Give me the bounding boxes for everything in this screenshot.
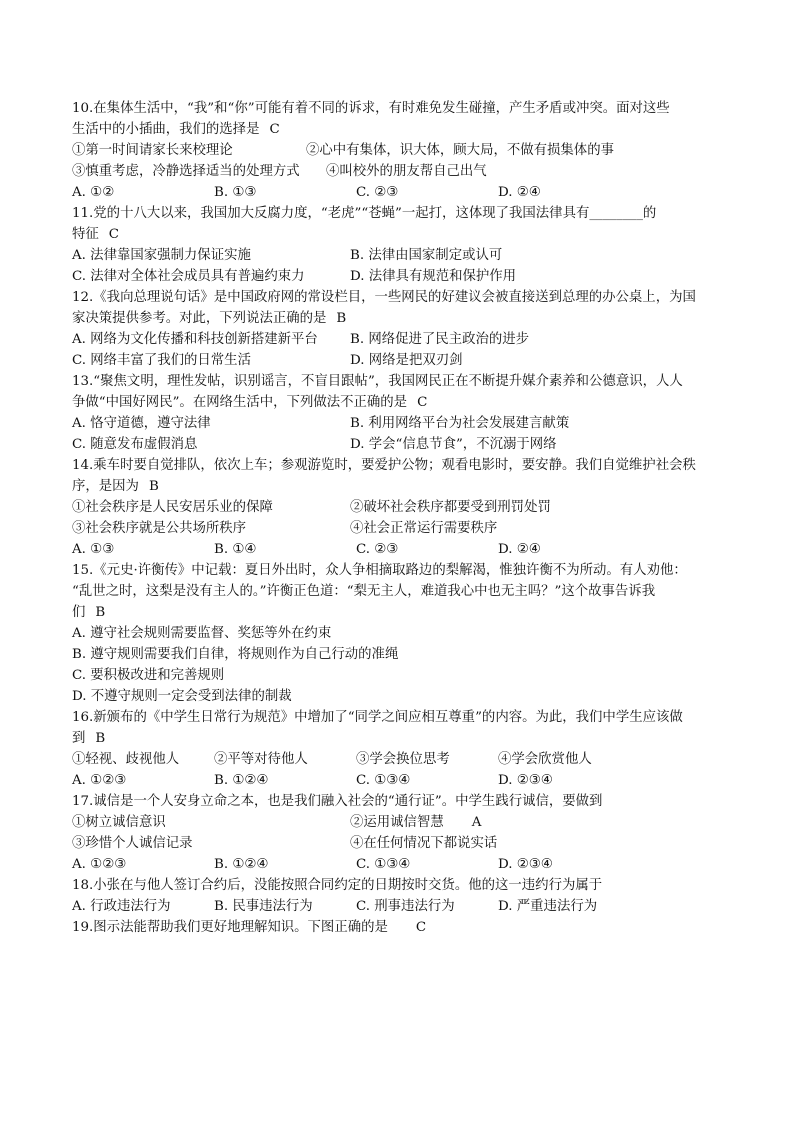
q10-option-d: D. ②④ (498, 185, 541, 200)
q17-statement-4: ④在任何情况下都说实话 (350, 836, 498, 851)
q16-answer: B (95, 731, 106, 746)
q10-stem-line2: 生活中的小插曲，我们的选择是 C (72, 122, 280, 137)
q16-option-c: C. ①③④ (356, 773, 411, 788)
q18-options (72, 896, 724, 917)
q12-answer: B (336, 311, 347, 326)
q12-option-b: B. 网络促进了民主政治的进步 (350, 332, 530, 347)
q14-stem-line1: 14.乘车时要自觉排队，依次上车；参观游览时，要爱护公物；观看电影时，要安静。我们自觉维护社会秩 (72, 458, 696, 473)
q10-option-c: C. ②③ (356, 185, 399, 200)
q15-option-b: B. 遵守规则需要我们自律，将规则作为自己行动的准绳 (72, 647, 399, 662)
q10-option-b: B. ①③ (214, 185, 257, 200)
q10-statements-row1 (72, 140, 724, 161)
q15-answer: B (95, 605, 106, 620)
q14-statement-3: ③社会秩序就是公共场所秩序 (72, 521, 247, 536)
q13-options-row2 (72, 434, 724, 455)
q17-option-a: A. ①②③ (72, 857, 127, 872)
q11-options-row1 (72, 245, 724, 266)
q15-option-d: D. 不遵守规则一定会受到法律的制裁 (72, 689, 292, 704)
q13-option-a: A. 恪守道德，遵守法律 (72, 416, 211, 431)
q10-statement-3: ③慎重考虑，冷静选择适当的处理方式 (72, 164, 300, 179)
q16-statement-4: ④学会欣赏他人 (498, 752, 592, 767)
q11-option-c: C. 法律对全体社会成员具有普遍约束力 (72, 269, 305, 284)
q14-statement-2: ②破坏社会秩序都要受到刑罚处罚 (350, 500, 551, 515)
q10-statement-4: ④叫校外的朋友帮自己出气 (326, 164, 487, 179)
exam-page (72, 98, 724, 938)
q15-stem-line1: 15.《元史·许衡传》中记载：夏日外出时，众人争相摘取路边的梨解渴，惟独许衡不为所动。有人劝他： (72, 563, 687, 578)
q13-option-d: D. 学会“信息节食”，不沉溺于网络 (350, 437, 557, 452)
q16-stem-line1: 16.新颁布的《中学生日常行为规范》中增加了“同学之间应相互尊重”的内容。为此，我们中学生应该做 (72, 710, 683, 725)
q12-stem-line1: 12.《我向总理说句话》是中国政府网的常设栏目，一些网民的好建议会被直接送到总理的办公桌上，为国 (72, 290, 696, 305)
q16-statements (72, 749, 724, 770)
q14-statements-row1 (72, 497, 724, 518)
q11-options-row2 (72, 266, 724, 287)
q18-option-a: A. 行政违法行为 (72, 899, 171, 914)
q10-options (72, 182, 724, 203)
q12-options-row2 (72, 350, 724, 371)
q14-statement-4: ④社会正常运行需要秩序 (350, 521, 498, 536)
q17-answer: A (471, 815, 482, 830)
q18-option-c: C. 刑事违法行为 (356, 899, 455, 914)
q18-stem-line1: 18.小张在与他人签订合约后，没能按照合同约定的日期按时交货。他的这一违约行为属于 (72, 878, 603, 893)
q12-stem-line2: 家决策提供参考。对此，下列说法正确的是 B (72, 311, 347, 326)
q18-option-b: B. 民事违法行为 (214, 899, 313, 914)
q12-option-c: C. 网络丰富了我们的日常生活 (72, 353, 251, 368)
q14-option-a: A. ①③ (72, 542, 115, 557)
q17-statements-row1 (72, 812, 724, 833)
q14-answer: B (148, 479, 159, 494)
q10-option-a: A. ①② (72, 185, 115, 200)
q17-options (72, 854, 724, 875)
q16-statement-2: ②平等对待他人 (214, 752, 308, 767)
q13-options-row1 (72, 413, 724, 434)
q13-option-c: C. 随意发布虚假消息 (72, 437, 198, 452)
q16-option-d: D. ②③④ (498, 773, 553, 788)
q17-statement-1: ①树立诚信意识 (72, 815, 166, 830)
q14-options (72, 539, 724, 560)
q19-answer: C (415, 920, 427, 935)
q14-statements-row2 (72, 518, 724, 539)
q18-option-d: D. 严重违法行为 (498, 899, 598, 914)
q11-option-b: B. 法律由国家制定或认可 (350, 248, 503, 263)
q10-stem-line1: 10.在集体生活中，“我”和“你”可能有着不同的诉求，有时难免发生碰撞，产生矛盾或冲突。面对这些 (72, 101, 670, 116)
q17-stem-line1: 17.诚信是一个人安身立命之本，也是我们融入社会的“通行证”。中学生践行诚信，要做到 (72, 794, 603, 809)
q17-option-b: B. ①②④ (214, 857, 269, 872)
q14-option-d: D. ②④ (498, 542, 541, 557)
q12-option-d: D. 网络是把双刃剑 (350, 353, 463, 368)
q13-stem-line2: 争做“中国好网民”。在网络生活中，下列做法不正确的是 C (72, 395, 428, 410)
q17-statement-3: ③珍惜个人诚信记录 (72, 836, 193, 851)
q14-option-c: C. ②③ (356, 542, 399, 557)
q16-options (72, 770, 724, 791)
q16-statement-1: ①轻视、歧视他人 (72, 752, 180, 767)
q17-option-c: C. ①③④ (356, 857, 411, 872)
q13-option-b: B. 利用网络平台为社会发展建言献策 (350, 416, 570, 431)
q16-option-a: A. ①②③ (72, 773, 127, 788)
q14-statement-1: ①社会秩序是人民安居乐业的保障 (72, 500, 273, 515)
q11-option-d: D. 法律具有规范和保护作用 (350, 269, 517, 284)
q15-stem-line3: 们 B (72, 605, 106, 620)
q19-stem-line1: 19.图示法能帮助我们更好地理解知识。下图正确的是 C (72, 920, 427, 935)
q10-answer: C (269, 122, 280, 137)
q11-stem-line2: 特征 C (72, 227, 120, 242)
q13-stem-line1: 13.“聚焦文明，理性发帖，识别谣言，不盲目跟帖”，我国网民正在不断提升媒介素养和公德意识，人人 (72, 374, 683, 389)
q10-statement-1: ①第一时间请家长来校理论 (72, 143, 233, 158)
q17-statements-row2 (72, 833, 724, 854)
q15-option-c: C. 要积极改进和完善规则 (72, 668, 225, 683)
q12-options-row1 (72, 329, 724, 350)
q11-answer: C (108, 227, 120, 242)
q11-stem-line1: 11.党的十八大以来，我国加大反腐力度，“老虎”“苍蝇”一起打，这体现了我国法律具有________的 (72, 206, 657, 221)
q16-statement-3: ③学会换位思考 (356, 752, 450, 767)
q12-option-a: A. 网络为文化传播和科技创新搭建新平台 (72, 332, 318, 347)
q15-stem-line2: “乱世之时，这梨是没有主人的。”许衡正色道：“梨无主人，难道我心中也无主吗？”这个故事告诉我 (72, 584, 656, 599)
q14-stem-line2: 序，是因为 B (72, 479, 159, 494)
q11-option-a: A. 法律靠国家强制力保证实施 (72, 248, 251, 263)
q16-option-b: B. ①②④ (214, 773, 269, 788)
q13-answer: C (417, 395, 428, 410)
q17-option-d: D. ②③④ (498, 857, 553, 872)
q14-option-b: B. ①④ (214, 542, 257, 557)
q10-statement-2: ②心中有集体，识大体，顾大局，不做有损集体的事 (306, 143, 614, 158)
q16-stem-line2: 到 B (72, 731, 106, 746)
q10-statements-row2 (72, 161, 724, 182)
q15-option-a: A. 遵守社会规则需要监督、奖惩等外在约束 (72, 626, 332, 641)
q17-statement-2: ②运用诚信智慧 (350, 815, 444, 830)
